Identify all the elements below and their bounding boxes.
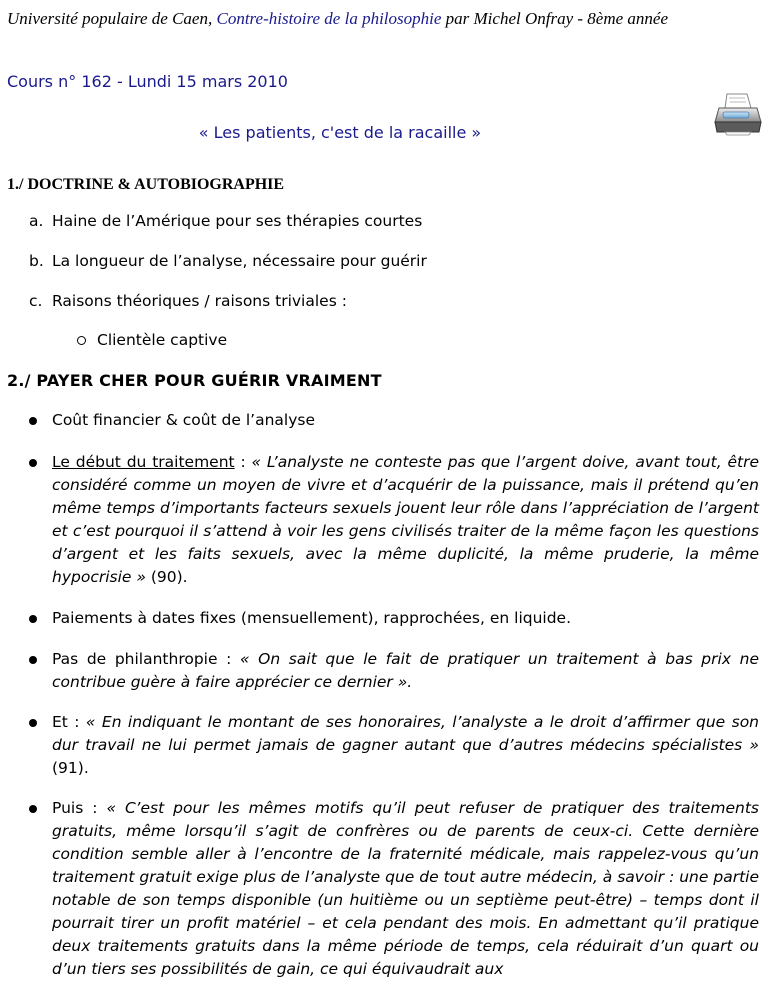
- bullet-text: Pas de philanthropie : « On sait que le fait de pratiquer un traitement à bas prix ne contribue guère à faire apprécier ce dernier ».: [52, 650, 759, 691]
- section2-heading: 2./ PAYER CHER POUR GUÉRIR VRAIMENT: [7, 371, 382, 390]
- bullet-icon: [29, 417, 37, 425]
- bullet-text: Coût financier & coût de l’analyse: [52, 411, 316, 429]
- citation: « L’analyste ne conteste pas que l’argent doive, avant tout, être considéré comme un moyen de vivre et d’acquérir de la puissance, mais il prétend qu’en même temps d’importants facteurs sexuels jouent leur rôle dans l’appréciation de l’argent et c’est pourquoi il s’attend à voir les gens civilisés traiter de la même façon les questions d’argent et les faits sexuels, avec la même duplicité, la même pruderie, la même hypocrisie »: [52, 453, 759, 586]
- section1-heading: 1./ DOCTRINE & AUTOBIOGRAPHIE: [7, 176, 285, 193]
- citation: « C’est pour les mêmes motifs qu’il peut refuser de pratiquer des traitements gratuits, même lorsqu’il s’agit de confrères ou de parents de ceux-ci. Cette dernière condition semble aller à l’encontre de la fraternité médicale, mais rappelez-vous qu’un traitement gratuit exige plus de l’analyste que de tout autre médecin, à savoir : une partie notable de son temps disponible (un huitième ou un septième peut-être) – temps dont il pourrait tirer un profit matériel – et cela pendant des mois. En admettant qu’il pratique deux traitements gratuits dans la même période de temps, cela réduirait d’un quart ou d’un tiers ses possibilités de gain, ce qui équivaudrait aux: [52, 799, 759, 978]
- document-header: [7, 8, 747, 30]
- lecture-title: Cours n° 162 - Lundi 15 mars 2010: [7, 72, 288, 91]
- course-link[interactable]: Contre-histoire de la philosophie: [216, 9, 442, 28]
- author-year: par Michel Onfray - 8ème année: [445, 9, 669, 28]
- bullet-icon: [29, 656, 37, 664]
- list-marker: c.: [29, 292, 43, 310]
- list-marker: a.: [29, 212, 44, 230]
- sub-list-item-text: Clientèle captive: [97, 331, 228, 349]
- citation: « On sait que le fait de pratiquer un traitement à bas prix ne contribue guère à faire apprécier ce dernier ».: [52, 650, 759, 691]
- university-name: Université populaire de Caen,: [7, 9, 213, 28]
- bullet-icon: [29, 615, 37, 623]
- page-ref: (91).: [52, 759, 89, 777]
- list-marker: b.: [29, 252, 44, 270]
- bullet-icon: [29, 719, 37, 727]
- bullet-text: Le début du traitement : « L’analyste ne conteste pas que l’argent doive, avant tout, être considéré comme un moyen de vivre et d’acquérir de la puissance, mais il prétend qu’en même temps d’importants facteurs sexuels jouent leur rôle dans l’appréciation de l’argent et c’est pourquoi il s’attend à voir les gens civilisés traiter de la même façon les questions d’argent et les faits sexuels, avec la même duplicité, la même pruderie, la même hypocrisie » (90).: [52, 453, 759, 586]
- bullet-icon: [29, 459, 37, 467]
- lecture-quote-title: « Les patients, c'est de la racaille »: [198, 123, 482, 142]
- bullet-text: Paiements à dates fixes (mensuellement), rapprochées, en liquide.: [52, 609, 572, 627]
- list-item-text: Raisons théoriques / raisons triviales :: [52, 292, 347, 310]
- citation: « En indiquant le montant de ses honoraires, l’analyste a le droit d’affirmer que son dur travail ne lui permet jamais de gagner autant que d’autres médecins spécialistes »: [52, 713, 759, 754]
- list-item-text: La longueur de l’analyse, nécessaire pour guérir: [52, 252, 427, 270]
- printer-icon[interactable]: [713, 92, 763, 136]
- bullet-text: Puis : « C’est pour les mêmes motifs qu’il peut refuser de pratiquer des traitements gratuits, même lorsqu’il s’agit de confrères ou de parents de ceux-ci. Cette dernière condition semble aller à l’encontre de la fraternité médicale, mais rappelez-vous qu’un traitement gratuit exige plus de l’analyste que de tout autre médecin, à savoir : une partie notable de son temps disponible (un huitième ou un septième peut-être) – temps dont il pourrait tirer un profit matériel – et cela pendant des mois. En admettant qu’il pratique deux traitements gratuits dans la même période de temps, cela réduirait d’un quart ou d’un tiers ses possibilités de gain, ce qui équivaudrait aux: [52, 799, 759, 978]
- underlined-label: Le début du traitement: [52, 453, 235, 471]
- bullet-icon: [29, 805, 37, 813]
- bullet-text: Et : « En indiquant le montant de ses honoraires, l’analyste a le droit d’affirmer que son dur travail ne lui permet jamais de gagner autant que d’autres médecins spécialistes » (91).: [52, 713, 759, 777]
- page-ref: (90).: [145, 568, 188, 586]
- circle-bullet-icon: [77, 336, 86, 345]
- list-item-text: Haine de l’Amérique pour ses thérapies courtes: [52, 212, 423, 230]
